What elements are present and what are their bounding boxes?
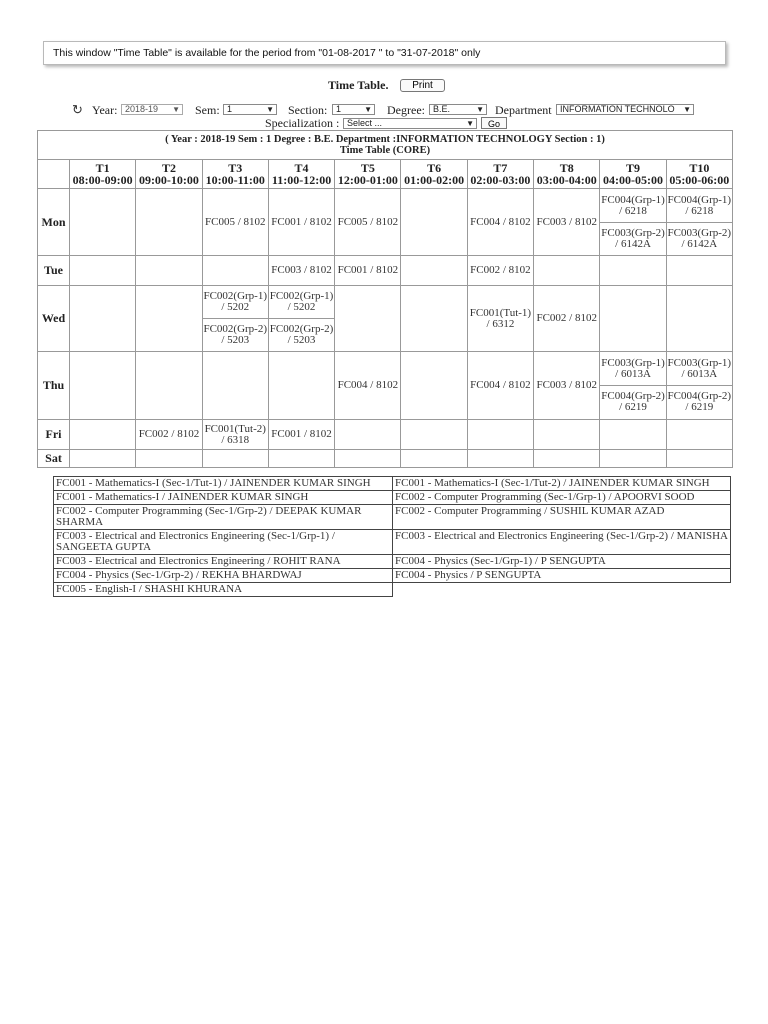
timetable-cell — [70, 189, 136, 256]
timetable-cell — [70, 450, 136, 468]
timetable-cell — [600, 420, 666, 450]
timetable-cell — [136, 450, 202, 468]
slot-time: 08:00-09:00 — [72, 173, 133, 187]
timetable-cell — [666, 256, 732, 286]
faculty-entry: FC004 - Physics (Sec-1/Grp-2) / REKHA BHARDWAJ — [54, 569, 393, 583]
chevron-down-icon: ▼ — [266, 105, 274, 114]
slot-time: 02:00-03:00 — [470, 173, 531, 187]
class-entry: FC001 / 8102 — [337, 264, 399, 276]
timetable-cell — [202, 450, 268, 468]
faculty-row — [54, 491, 731, 505]
department-select[interactable]: INFORMATION TECHNOLO ▼ — [556, 104, 694, 115]
filter-bar — [72, 102, 732, 118]
timetable-cell — [268, 189, 334, 256]
faculty-row — [54, 555, 731, 569]
slot-header — [136, 160, 202, 189]
class-entry: FC002 / 8102 — [470, 264, 531, 276]
timetable-cell — [467, 256, 533, 286]
timetable-cell — [70, 352, 136, 420]
faculty-entry: FC003 - Electrical and Electronics Engineering (Sec-1/Grp-2) / MANISHA — [393, 530, 731, 555]
chevron-down-icon: ▼ — [364, 105, 372, 114]
timetable-cell — [666, 352, 732, 420]
faculty-row — [54, 505, 731, 530]
slot-header — [467, 160, 533, 189]
timetable-cell — [136, 286, 202, 352]
timetable-cell — [534, 420, 600, 450]
faculty-entry: FC004 - Physics / P SENGUPTA — [393, 569, 731, 583]
faculty-entry: FC002 - Computer Programming / SUSHIL KUMAR AZAD — [393, 505, 731, 530]
timetable-cell — [335, 189, 401, 256]
class-entry: FC003 / 8102 — [536, 215, 597, 228]
chevron-down-icon: ▼ — [683, 105, 691, 114]
faculty-entry: FC001 - Mathematics-I / JAINENDER KUMAR SINGH — [54, 491, 393, 505]
sem-label: Sem: — [195, 103, 220, 117]
year-select[interactable]: 2018-19 ▼ — [121, 104, 183, 115]
class-entry: FC004(Grp-1) / 6218 — [667, 190, 732, 223]
faculty-entry: FC001 - Mathematics-I (Sec-1/Tut-1) / JAINENDER KUMAR SINGH — [54, 477, 393, 491]
class-entry: FC001(Tut-2) / 6318 — [204, 422, 266, 446]
timetable-cell — [70, 256, 136, 286]
day-row — [38, 352, 733, 420]
day-row — [38, 256, 733, 286]
slot-time: 10:00-11:00 — [205, 173, 265, 187]
class-entry: FC003(Grp-1) / 6013A — [667, 353, 732, 387]
timetable-cell — [70, 420, 136, 450]
day-label: Thu — [38, 352, 70, 420]
timetable-cell — [534, 450, 600, 468]
slot-time: 12:00-01:00 — [337, 173, 398, 187]
timetable-grid — [37, 130, 733, 468]
timetable-cell — [335, 420, 401, 450]
slot-time: 03:00-04:00 — [536, 173, 597, 187]
faculty-row — [54, 583, 731, 597]
slot-time: 04:00-05:00 — [603, 173, 664, 187]
timetable-cell — [666, 286, 732, 352]
timetable-cell — [600, 286, 666, 352]
timetable-cell — [666, 450, 732, 468]
timetable-cell — [268, 450, 334, 468]
slot-id: T8 — [559, 161, 574, 175]
class-entry: FC001 / 8102 — [271, 215, 332, 228]
faculty-row — [54, 530, 731, 555]
timetable-cell — [335, 352, 401, 420]
timetable-cell — [467, 286, 533, 352]
timetable-cell — [136, 189, 202, 256]
class-entry: FC002(Grp-1) / 5202 — [269, 287, 334, 320]
faculty-entry: FC005 - English-I / SHASHI KHURANA — [54, 583, 393, 597]
day-label: Sat — [38, 450, 70, 468]
timetable-cell — [401, 450, 467, 468]
slot-id: T6 — [427, 161, 442, 175]
timetable-cell — [401, 286, 467, 352]
timetable-cell — [534, 286, 600, 352]
timetable-cell — [467, 450, 533, 468]
slot-id: T4 — [294, 161, 309, 175]
day-row — [38, 420, 733, 450]
timetable-cell — [202, 420, 268, 450]
slot-time: 05:00-06:00 — [669, 173, 730, 187]
slot-id: T3 — [228, 161, 243, 175]
class-entry: FC001 / 8102 — [271, 428, 332, 440]
slot-header — [268, 160, 334, 189]
slot-header — [335, 160, 401, 189]
department-label: Department — [495, 103, 552, 117]
availability-notice-text: This window "Time Table" is available for the period from "01-08-2017 " to "31-07-2018" only — [53, 47, 481, 59]
class-entry: FC001(Tut-1) / 6312 — [469, 306, 532, 330]
class-entry: FC002 / 8102 — [138, 428, 200, 440]
chevron-down-icon: ▼ — [466, 119, 474, 128]
section-select[interactable]: 1 ▼ — [332, 104, 375, 115]
slot-header — [666, 160, 732, 189]
timetable-cell — [600, 450, 666, 468]
chevron-down-icon: ▼ — [476, 105, 484, 114]
class-entry: FC002(Grp-1) / 5202 — [203, 287, 268, 320]
class-entry: FC003(Grp-2) / 6142A — [601, 226, 665, 250]
chevron-down-icon: ▼ — [172, 105, 180, 114]
slot-id: T10 — [689, 161, 710, 175]
slot-time: 09:00-10:00 — [138, 173, 199, 187]
timetable-cell — [268, 286, 334, 352]
faculty-entry: FC003 - Electrical and Electronics Engineering / ROHIT RANA — [54, 555, 393, 569]
slot-id: T5 — [360, 161, 375, 175]
slot-header — [401, 160, 467, 189]
slot-header — [600, 160, 666, 189]
faculty-entry: FC003 - Electrical and Electronics Engineering (Sec-1/Grp-1) / SANGEETA GUPTA — [54, 530, 393, 555]
timetable-cell — [534, 189, 600, 256]
class-entry: FC005 / 8102 — [337, 215, 399, 228]
day-row — [38, 450, 733, 468]
faculty-row — [54, 477, 731, 491]
timetable-cell — [600, 256, 666, 286]
timetable-cell — [401, 189, 467, 256]
faculty-entry: FC002 - Computer Programming (Sec-1/Grp-2) / DEEPAK KUMAR SHARMA — [54, 505, 393, 530]
day-label: Wed — [38, 286, 70, 352]
print-button[interactable]: Print — [400, 79, 445, 92]
degree-select[interactable]: B.E. ▼ — [429, 104, 487, 115]
timetable-cell — [467, 420, 533, 450]
timetable-header — [38, 131, 733, 160]
day-row — [38, 286, 733, 352]
slot-id: T7 — [493, 161, 508, 175]
faculty-row — [54, 569, 731, 583]
class-entry: FC004(Grp-2) / 6219 — [601, 390, 665, 414]
timetable-cell — [136, 352, 202, 420]
timetable-cell — [136, 256, 202, 286]
day-row — [38, 189, 733, 256]
timetable-cell — [268, 352, 334, 420]
timetable-cell — [335, 450, 401, 468]
timetable-cell — [335, 256, 401, 286]
specialization-select[interactable]: Select ... ▼ — [343, 118, 477, 129]
class-entry: FC002 / 8102 — [536, 312, 597, 324]
timetable-cell — [666, 420, 732, 450]
class-entry: FC004 / 8102 — [470, 379, 531, 391]
slot-id: T1 — [95, 161, 110, 175]
go-button[interactable]: Go — [481, 117, 507, 129]
timetable-cell — [600, 189, 666, 256]
day-label: Fri — [38, 420, 70, 450]
timetable-cell — [467, 352, 533, 420]
timetable-cell — [202, 189, 268, 256]
degree-label: Degree: — [387, 103, 425, 117]
timetable-header-line2: Time Table (CORE) — [339, 145, 431, 156]
timetable-cell — [202, 352, 268, 420]
timetable-cell — [401, 256, 467, 286]
class-entry: FC004 / 8102 — [470, 215, 531, 228]
specialization-label: Specialization : — [265, 116, 340, 130]
class-entry: FC003 / 8102 — [536, 379, 597, 391]
timetable-cell — [202, 256, 268, 286]
slot-header — [534, 160, 600, 189]
refresh-icon[interactable]: ↻ — [72, 102, 83, 117]
slot-id: T2 — [161, 161, 176, 175]
class-entry: FC003(Grp-2) / 6142A — [667, 226, 732, 250]
class-entry: FC003(Grp-1) / 6013A — [600, 353, 665, 387]
section-label: Section: — [288, 103, 328, 117]
class-entry: FC004(Grp-1) / 6218 — [600, 190, 665, 223]
sem-select[interactable]: 1 ▼ — [223, 104, 277, 115]
faculty-entry: FC004 - Physics (Sec-1/Grp-1) / P SENGUPTA — [393, 555, 731, 569]
slot-header — [202, 160, 268, 189]
slot-time: 11:00-12:00 — [271, 173, 332, 187]
timetable-cell — [666, 189, 732, 256]
class-entry: FC003 / 8102 — [271, 264, 332, 276]
corner-cell — [38, 160, 70, 189]
timetable-cell — [600, 352, 666, 420]
timetable-cell — [268, 256, 334, 286]
timetable-cell — [467, 189, 533, 256]
timetable-cell — [202, 286, 268, 352]
slot-time: 01:00-02:00 — [404, 173, 465, 187]
faculty-entry: FC001 - Mathematics-I (Sec-1/Tut-2) / JAINENDER KUMAR SINGH — [393, 477, 731, 491]
year-label: Year: — [92, 103, 118, 117]
class-entry: FC005 / 8102 — [204, 215, 266, 228]
timetable-cell — [268, 420, 334, 450]
faculty-entry: FC002 - Computer Programming (Sec-1/Grp-1) / APOORVI SOOD — [393, 491, 731, 505]
timetable-cell — [401, 352, 467, 420]
timetable-cell — [70, 286, 136, 352]
availability-notice — [43, 41, 726, 65]
timetable-header-line1: ( Year : 2018-19 Sem : 1 Degree : B.E. Department :INFORMATION TECHNOLOGY Section : 1) — [165, 134, 605, 145]
class-entry: FC002(Grp-2) / 5203 — [203, 322, 268, 346]
class-entry: FC004(Grp-2) / 6219 — [667, 390, 732, 414]
timetable-cell — [534, 256, 600, 286]
page-title: Time Table. — [328, 78, 389, 92]
timetable-cell — [401, 420, 467, 450]
slot-id: T9 — [626, 161, 641, 175]
timetable-cell — [136, 420, 202, 450]
timetable-cell — [534, 352, 600, 420]
faculty-table — [53, 476, 731, 597]
day-label: Mon — [38, 189, 70, 256]
timetable-cell — [335, 286, 401, 352]
faculty-empty-cell — [393, 583, 731, 597]
slot-header — [70, 160, 136, 189]
class-entry: FC004 / 8102 — [337, 379, 399, 391]
class-entry: FC002(Grp-2) / 5203 — [269, 322, 334, 346]
day-label: Tue — [38, 256, 70, 286]
